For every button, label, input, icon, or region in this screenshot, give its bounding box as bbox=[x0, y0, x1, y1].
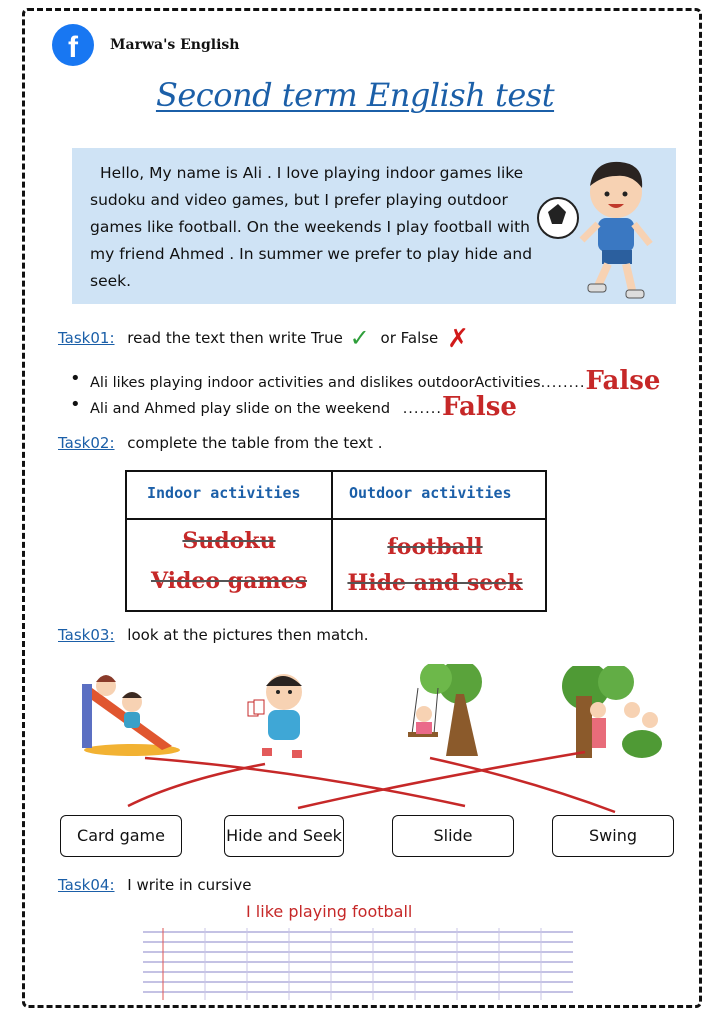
match-box-swing[interactable]: Swing bbox=[552, 815, 674, 857]
task2-instruction: complete the table from the text . bbox=[127, 434, 383, 452]
outdoor-answer-2[interactable]: Hide and seek bbox=[347, 570, 523, 596]
check-icon: ✓ bbox=[349, 324, 370, 352]
boy-with-ball-illustration bbox=[536, 152, 666, 302]
task1-heading bbox=[58, 324, 469, 354]
brand-name: Marwa's English bbox=[110, 37, 240, 53]
handwriting-lines[interactable] bbox=[143, 928, 573, 1000]
task1-list bbox=[70, 366, 690, 422]
task3-instruction: look at the pictures then match. bbox=[127, 626, 369, 644]
answer-text[interactable]: False bbox=[441, 392, 517, 422]
indoor-answer-2[interactable]: Video games bbox=[150, 568, 308, 594]
statement-text: Ali and Ahmed play slide on the weekend bbox=[90, 401, 395, 417]
card-game-picture bbox=[232, 664, 332, 760]
cursive-sentence: I like playing football bbox=[246, 902, 413, 921]
task4-label: Task04: bbox=[58, 876, 115, 894]
list-item bbox=[70, 392, 690, 422]
list-item bbox=[70, 366, 690, 396]
match-box-slide[interactable]: Slide bbox=[392, 815, 514, 857]
hide-and-seek-picture bbox=[546, 666, 662, 760]
task3-heading bbox=[58, 626, 369, 644]
cross-icon: ✗ bbox=[447, 324, 469, 354]
match-box-card-game[interactable]: Card game bbox=[60, 815, 182, 857]
task3-label: Task03: bbox=[58, 626, 115, 644]
page-title: Second term English test bbox=[155, 76, 555, 114]
task4-heading bbox=[58, 876, 251, 894]
activities-table bbox=[125, 470, 547, 612]
story-panel bbox=[72, 148, 676, 304]
task1-instruction: read the text then write True bbox=[127, 329, 343, 347]
task1-label: Task01: bbox=[58, 329, 115, 347]
task2-heading bbox=[58, 434, 382, 452]
indoor-header: Indoor activities bbox=[147, 484, 301, 502]
outdoor-answer-1[interactable]: football bbox=[387, 534, 483, 560]
table-divider bbox=[127, 518, 545, 520]
task4-instruction: I write in cursive bbox=[127, 876, 252, 894]
slide-picture bbox=[62, 664, 182, 760]
answer-text[interactable]: False bbox=[585, 366, 661, 396]
task1-instruction-false: or False bbox=[380, 329, 439, 347]
match-box-hide-and-seek[interactable]: Hide and Seek bbox=[224, 815, 344, 857]
facebook-icon[interactable]: f bbox=[52, 24, 94, 66]
answer-dots: ........ bbox=[540, 375, 586, 391]
answer-dots: ....... bbox=[402, 401, 442, 417]
swing-picture bbox=[398, 664, 498, 760]
statement-text: Ali likes playing indoor activities and dislikes outdoorActivities bbox=[90, 375, 541, 391]
outdoor-header: Outdoor activities bbox=[349, 484, 512, 502]
indoor-answer-1[interactable]: Sudoku bbox=[182, 528, 276, 554]
task2-label: Task02: bbox=[58, 434, 115, 452]
story-text: Hello, My name is Ali . I love playing indoor games like sudoku and video games, but I prefer playing outdoor games like football. On the weekends I play football with my friend Ahmed . In summer we prefer to play hide and seek. bbox=[90, 164, 533, 290]
